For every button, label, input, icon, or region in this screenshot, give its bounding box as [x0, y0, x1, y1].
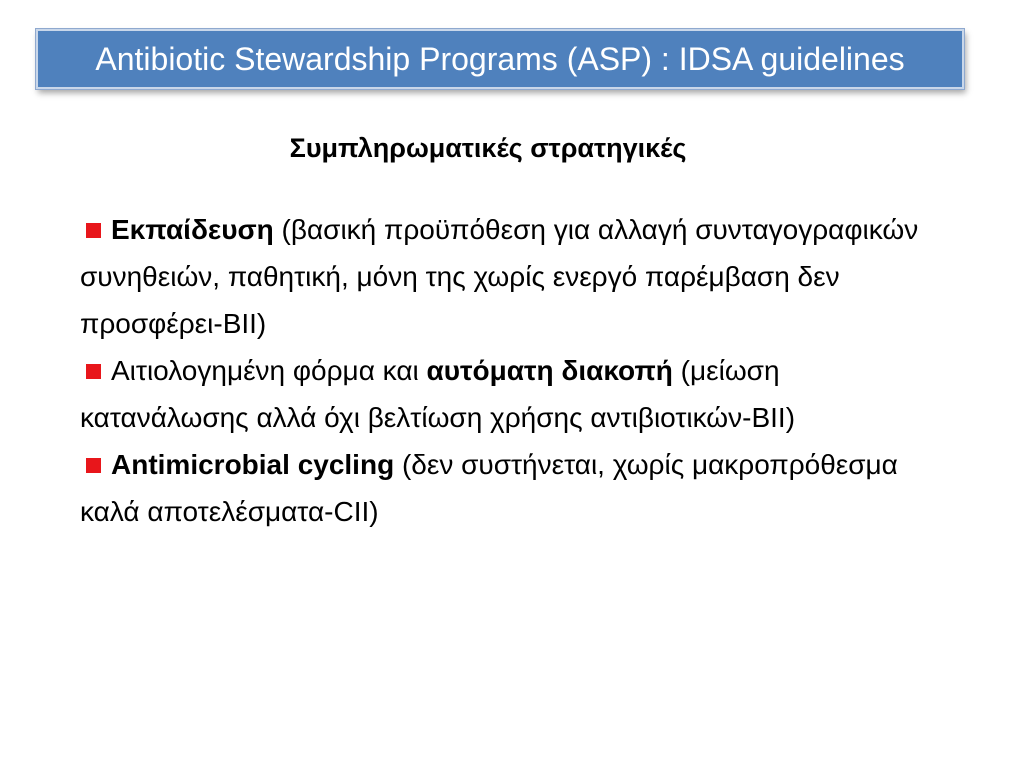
bullet-item-automatic-stop: [80, 347, 930, 441]
bullet-bold-term: Antimicrobial cycling: [111, 449, 395, 480]
slide-title: Antibiotic Stewardship Programs (ASP) : IDSA guidelines: [36, 29, 964, 89]
bullet-list: [80, 206, 930, 535]
slide-subtitle: Συμπληρωματικές στρατηγικές: [289, 133, 687, 163]
bullet-bold-term: αυτόματη διακοπή: [426, 355, 673, 386]
bullet-text: (δεν συστήνεται, χωρίς μακροπρόθεσμα καλά αποτελέσματα-CII): [80, 449, 898, 527]
bullet-text: (βασική προϋπόθεση για αλλαγή συνταγογραφικών συνηθειών, παθητική, μόνη της χωρίς ενεργό παρέμβαση δεν προσφέρει-BII): [80, 214, 919, 339]
bullet-item-education: [80, 206, 930, 347]
bullet-bold-term: Εκπαίδευση: [111, 214, 274, 245]
red-square-bullet-icon: [86, 364, 101, 379]
bullet-text-lead: Αιτιολογημένη φόρμα και: [111, 355, 427, 386]
bullet-item-antimicrobial-cycling: [80, 441, 930, 535]
red-square-bullet-icon: [86, 223, 101, 238]
bullet-text: (μείωση κατανάλωσης αλλά όχι βελτίωση χρήσης αντιβιοτικών-BII): [80, 355, 796, 433]
red-square-bullet-icon: [86, 458, 101, 473]
